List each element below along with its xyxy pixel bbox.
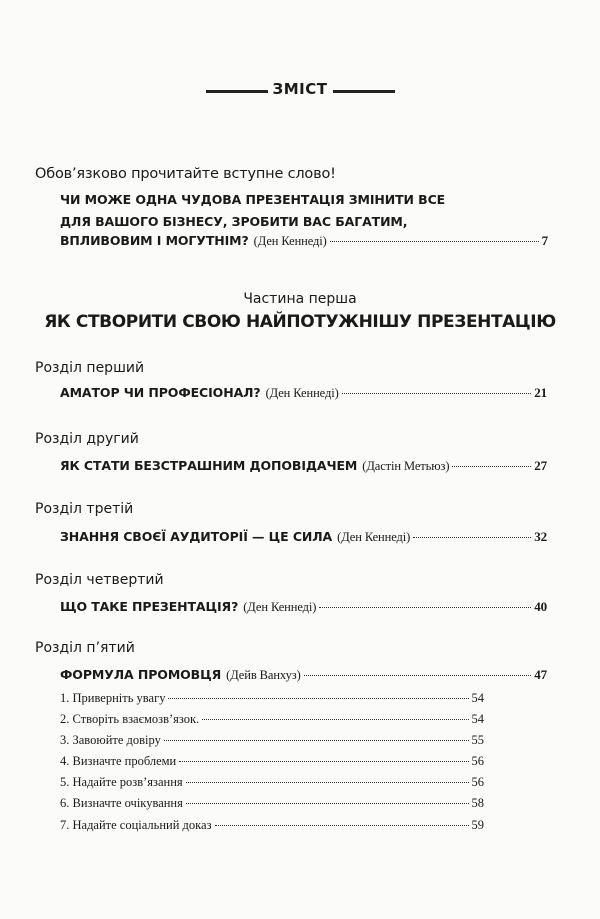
chapter-author: (Ден Кеннеді) [337, 530, 411, 544]
subsection-entry[interactable] [60, 775, 484, 790]
chapter-author: (Дастін Метьюз) [362, 459, 450, 473]
chapter-author: (Ден Кеннеді) [265, 386, 339, 400]
chapter-title: ЩО ТАКЕ ПРЕЗЕНТАЦІЯ? [60, 599, 239, 614]
part-title: ЯК СТВОРИТИ СВОЮ НАЙПОТУЖНІШУ ПРЕЗЕНТАЦІЮ [44, 312, 556, 332]
chapter-title: АМАТОР ЧИ ПРОФЕСІОНАЛ? [60, 385, 261, 400]
intro-entry[interactable] [60, 233, 548, 249]
intro-title-line-1: ЧИ МОЖЕ ОДНА ЧУДОВА ПРЕЗЕНТАЦІЯ ЗМІНИТИ ВСЕ [60, 192, 446, 207]
intro-title-line-3: ВПЛИВОВИМ І МОГУТНІМ? [60, 233, 249, 248]
dot-leader [202, 719, 468, 720]
subsection-title: 1. Приверніть увагу [60, 691, 166, 705]
dot-leader [164, 740, 469, 741]
intro-note: Обов’язково прочитайте вступне слово! [35, 166, 336, 182]
dot-leader [179, 761, 468, 762]
page-number: 59 [471, 818, 484, 832]
subsection-title: 4. Визначте проблеми [60, 754, 177, 768]
chapter-label: Розділ четвертий [35, 572, 164, 588]
page-number: 27 [534, 458, 547, 473]
chapter-label: Розділ другий [35, 431, 139, 447]
page-number: 56 [471, 754, 484, 768]
chapter-author: (Дейв Ванхуз) [226, 668, 301, 682]
page-number: 21 [534, 385, 547, 400]
dot-leader [319, 607, 531, 608]
chapter-title: ЯК СТАТИ БЕЗСТРАШНИМ ДОПОВІДАЧЕМ [60, 458, 358, 473]
subsection-title: 5. Надайте розв’язання [60, 775, 183, 789]
chapter-title: ЗНАННЯ СВОЄЇ АУДИТОРІЇ — ЦЕ СИЛА [60, 529, 333, 544]
header-rule-right [333, 90, 395, 93]
intro-title-line-2: ДЛЯ ВАШОГО БІЗНЕСУ, ЗРОБИТИ ВАС БАГАТИМ, [60, 214, 408, 229]
chapter-entry[interactable] [60, 529, 547, 545]
dot-leader [304, 675, 532, 676]
page-number: 47 [534, 667, 547, 682]
chapter-label: Розділ перший [35, 360, 145, 376]
subsection-entry[interactable] [60, 712, 484, 727]
page-number: 7 [541, 233, 548, 248]
dot-leader [330, 241, 539, 242]
dot-leader [215, 825, 469, 826]
subsection-title: 6. Визначте очікування [60, 796, 183, 810]
subsection-title: 7. Надайте соціальний доказ [60, 818, 212, 832]
page-number: 55 [471, 733, 484, 747]
page-number: 40 [534, 599, 547, 614]
page-number: 56 [471, 775, 484, 789]
chapter-entry[interactable] [60, 667, 547, 683]
subsection-entry[interactable] [60, 796, 484, 811]
page-number: 54 [471, 712, 484, 726]
subsection-entry[interactable] [60, 818, 484, 833]
page-number: 54 [471, 691, 484, 705]
dot-leader [186, 803, 469, 804]
chapter-entry[interactable] [60, 599, 547, 615]
part-label: Частина перша [243, 291, 357, 307]
subsection-title: 2. Створіть взаємозв’язок. [60, 712, 200, 726]
chapter-author: (Ден Кеннеді) [243, 600, 317, 614]
subsection-entry[interactable] [60, 754, 484, 769]
dot-leader [168, 698, 468, 699]
chapter-entry[interactable] [60, 385, 547, 401]
subsection-entry[interactable] [60, 733, 484, 748]
intro-author: (Ден Кеннеді) [253, 234, 327, 248]
toc-header [0, 80, 600, 100]
dot-leader [413, 537, 531, 538]
toc-title: ЗМІСТ [272, 80, 328, 98]
chapter-label: Розділ третій [35, 501, 134, 517]
subsection-title: 3. Завоюйте довіру [60, 733, 161, 747]
chapter-label: Розділ п’ятий [35, 640, 135, 656]
page-number: 32 [534, 529, 547, 544]
dot-leader [186, 782, 469, 783]
header-rule-left [206, 90, 268, 93]
dot-leader [452, 466, 531, 467]
chapter-entry[interactable] [60, 458, 547, 474]
page-number: 58 [471, 796, 484, 810]
dot-leader [342, 393, 532, 394]
subsection-entry[interactable] [60, 691, 484, 706]
chapter-title: ФОРМУЛА ПРОМОВЦЯ [60, 667, 222, 682]
